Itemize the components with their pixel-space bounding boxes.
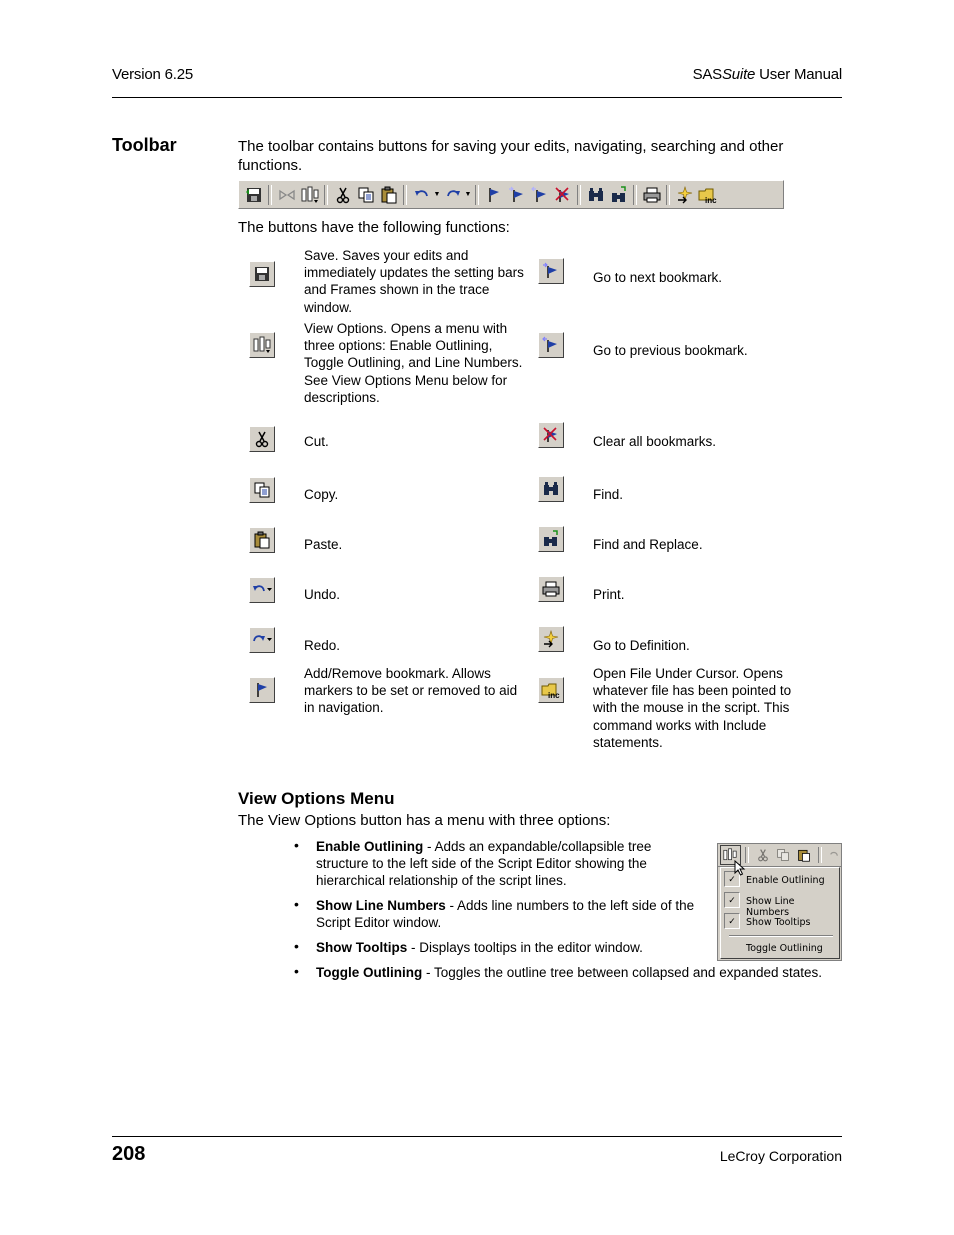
bookmark-icon[interactable] <box>482 183 505 206</box>
function-description-print: Print. <box>593 587 625 602</box>
copy-icon[interactable] <box>354 183 377 206</box>
mouse-cursor-icon <box>734 860 746 881</box>
svg-text:inc: inc <box>704 195 717 204</box>
redo-dropdown-icon[interactable]: ▼ <box>464 191 472 198</box>
bullet-icon: • <box>294 963 299 979</box>
previous-bookmark-icon[interactable] <box>528 183 551 206</box>
view-options-icon <box>249 332 275 358</box>
previous-bookmark-icon <box>538 332 564 358</box>
function-description-open-file: Open File Under Cursor. Opens whatever file has been pointed to with the mouse in the script. This command works with Include statements. <box>593 666 792 750</box>
function-description-next-bookmark: Go to next bookmark. <box>593 270 723 285</box>
check-icon: ✓ <box>724 871 740 887</box>
go-to-definition-icon[interactable] <box>673 183 696 206</box>
find-replace-icon[interactable] <box>607 183 630 206</box>
redo-icon[interactable] <box>441 183 464 206</box>
open-file-icon <box>538 677 564 703</box>
save-icon <box>249 261 275 287</box>
print-icon <box>538 576 564 602</box>
clear-bookmarks-icon[interactable] <box>551 183 574 206</box>
go-to-definition-icon <box>538 626 564 652</box>
clear-bookmarks-icon <box>538 422 564 448</box>
toolbar-separator <box>818 847 822 863</box>
footer-company: LeCroy Corporation <box>719 1148 842 1164</box>
page-number: 208 <box>112 1143 146 1165</box>
menu-item-toggle-outlining[interactable]: Toggle Outlining <box>746 943 823 954</box>
cut-icon[interactable] <box>753 844 774 867</box>
toolbar-separator <box>268 185 272 205</box>
function-description-find-replace: Find and Replace. <box>593 537 703 552</box>
bullet-show-tooltips: Show Tooltips - Displays tooltips in the editor window. <box>316 940 643 955</box>
view-options-intro: The View Options button has a menu with three options: <box>238 812 611 829</box>
paste-icon[interactable] <box>794 844 815 867</box>
view-options-icon[interactable] <box>298 183 321 206</box>
navigate-icon[interactable] <box>275 183 298 206</box>
function-description-undo: Undo. <box>304 587 341 602</box>
find-icon[interactable] <box>584 183 607 206</box>
buttons-intro: The buttons have the following functions: <box>238 219 510 236</box>
paste-icon <box>249 527 275 553</box>
function-description-go-to-definition: Go to Definition. <box>593 638 690 653</box>
undo-icon[interactable] <box>826 844 841 867</box>
section-title: Toolbar <box>112 135 177 155</box>
redo-icon <box>249 627 275 653</box>
footer-rule <box>112 1136 842 1137</box>
function-description-cut: Cut. <box>304 434 329 449</box>
header-rule <box>112 97 842 98</box>
toolbar-separator <box>633 185 637 205</box>
menu-item-enable-outlining[interactable]: Enable Outlining <box>746 875 825 886</box>
function-description-bookmark: Add/Remove bookmark. Allows markers to be set or removed to aid in navigation. <box>304 666 518 716</box>
print-icon[interactable] <box>640 183 663 206</box>
function-description-view-options: View Options. Opens a menu with three options: Enable Outlining, Toggle Outlining, and Line Numbers. See View Options Menu below for descriptions. <box>304 321 523 405</box>
save-icon[interactable] <box>242 183 265 206</box>
function-description-save: Save. Saves your edits and immediately updates the setting bars and Frames shown in the trace window. <box>304 248 524 315</box>
bullet-icon: • <box>294 938 299 954</box>
toolbar-separator <box>403 185 407 205</box>
function-description-find: Find. <box>593 487 624 502</box>
toolbar-separator <box>666 185 670 205</box>
paste-icon[interactable] <box>377 183 400 206</box>
function-description-redo: Redo. <box>304 638 341 653</box>
toolbar <box>238 180 784 209</box>
bullet-toggle-outlining: Toggle Outlining - Toggles the outline tree between collapsed and expanded states. <box>316 965 823 980</box>
next-bookmark-icon <box>538 258 564 284</box>
copy-icon[interactable] <box>773 844 794 867</box>
view-options-menu-screenshot <box>717 843 842 961</box>
undo-dropdown-icon[interactable]: ▼ <box>433 191 441 198</box>
check-icon: ✓ <box>724 892 740 908</box>
bullet-show-line-numbers: Show Line Numbers - Adds line numbers to the left side of the Script Editor window. <box>316 898 695 931</box>
svg-text:inc: inc <box>548 691 560 699</box>
check-icon: ✓ <box>724 913 740 929</box>
undo-icon[interactable] <box>410 183 433 206</box>
find-replace-icon <box>538 526 564 552</box>
menu-item-show-line-numbers[interactable]: Show Line Numbers <box>746 896 795 918</box>
menu-item-show-tooltips[interactable]: Show Tooltips <box>746 917 811 928</box>
header-manual-title: SASSuite User Manual <box>692 66 842 83</box>
header-version: Version 6.25 <box>112 66 193 83</box>
toolbar-separator <box>577 185 581 205</box>
toolbar-separator <box>324 185 328 205</box>
cut-icon[interactable] <box>331 183 354 206</box>
function-description-clear-bookmarks: Clear all bookmarks. <box>593 434 717 449</box>
function-description-previous-bookmark: Go to previous bookmark. <box>593 343 748 358</box>
open-file-icon[interactable] <box>696 183 719 206</box>
view-options-title: View Options Menu <box>238 789 395 808</box>
section-intro: The toolbar contains buttons for saving your edits, navigating, searching and other functions. <box>238 138 784 174</box>
bullet-enable-outlining: Enable Outlining - Adds an expandable/collapsible tree structure to the left side of the Script Editor showing the hierarchical relationship of the script lines. <box>316 839 652 889</box>
find-icon <box>538 476 564 502</box>
cut-icon <box>249 426 275 452</box>
function-description-paste: Paste. <box>304 537 343 552</box>
bullet-icon: • <box>294 837 299 853</box>
function-description-copy: Copy. <box>304 487 339 502</box>
undo-icon <box>249 577 275 603</box>
bookmark-icon <box>249 677 275 703</box>
copy-icon <box>249 477 275 503</box>
bullet-icon: • <box>294 896 299 912</box>
toolbar-separator <box>475 185 479 205</box>
next-bookmark-icon[interactable] <box>505 183 528 206</box>
menu-separator <box>729 935 833 937</box>
